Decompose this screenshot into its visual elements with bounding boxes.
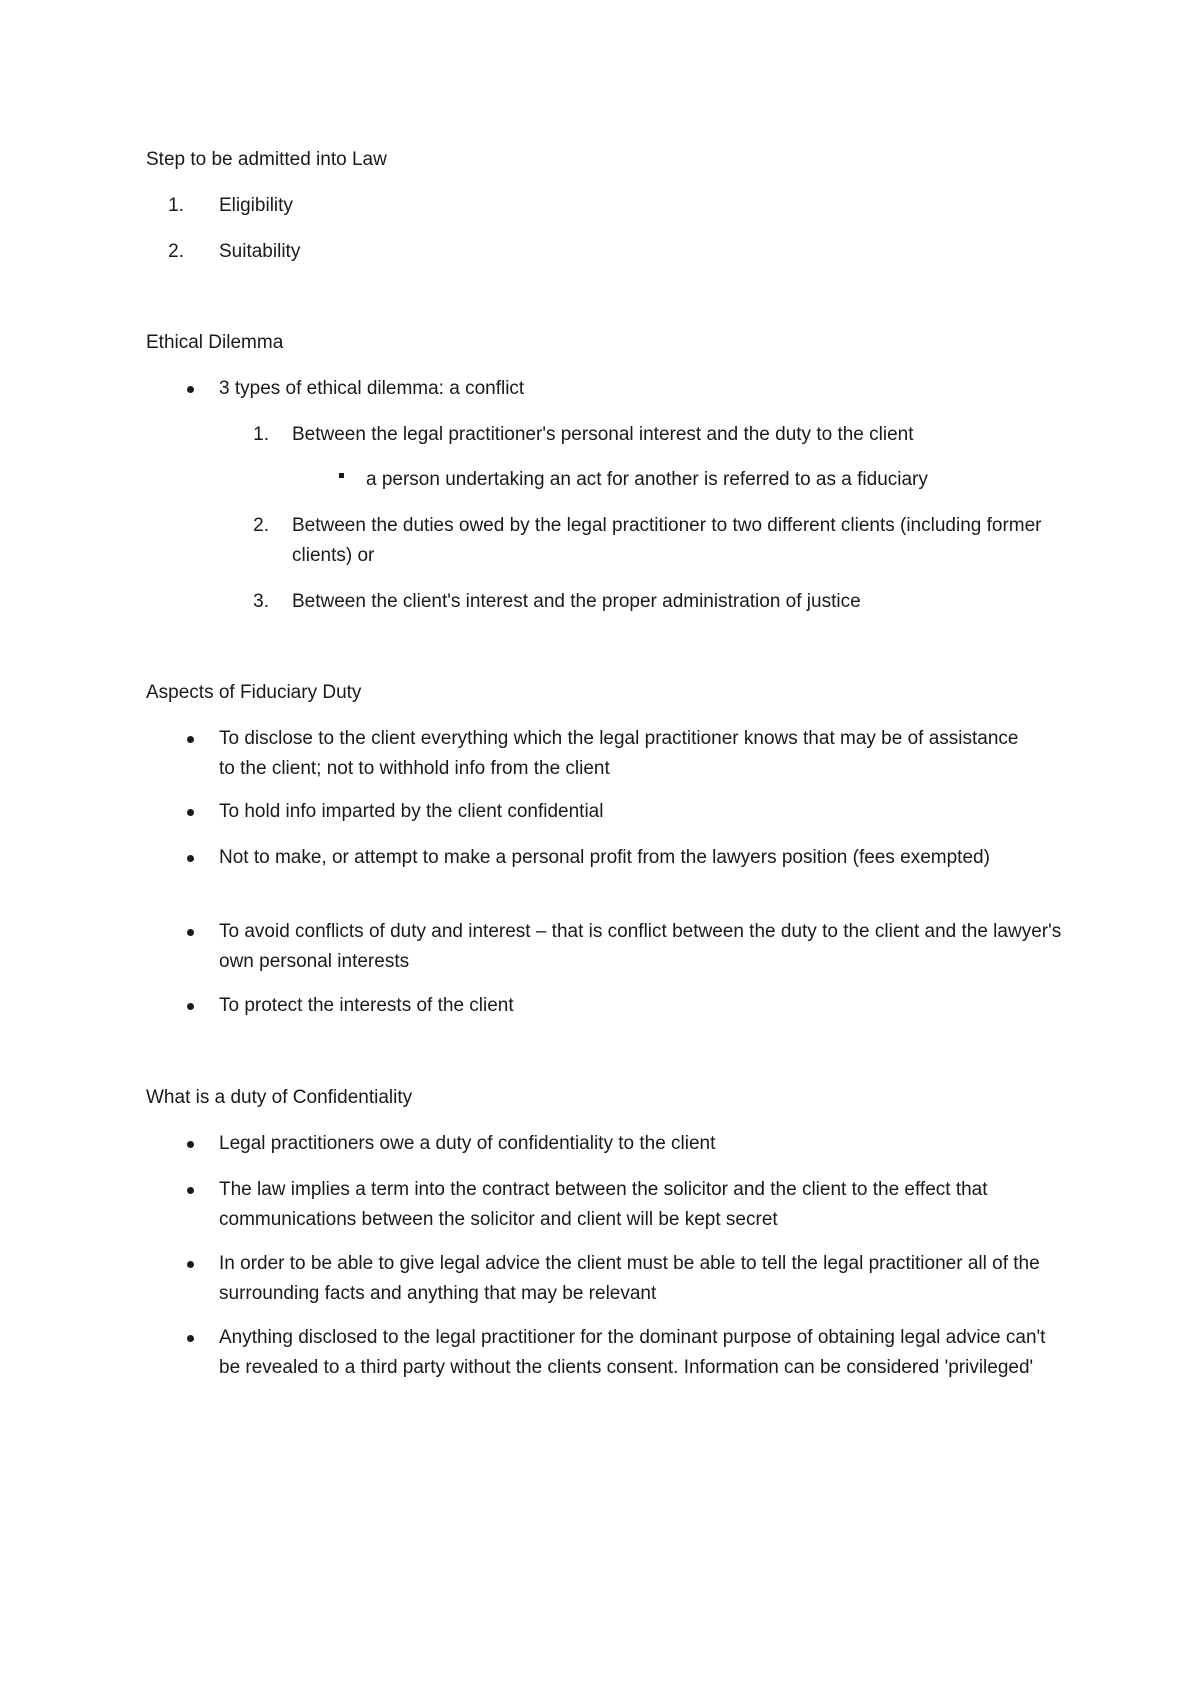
section-heading-confidentiality: What is a duty of Confidentiality [146, 1087, 413, 1108]
bullet-icon [187, 809, 194, 816]
section-heading-ethical: Ethical Dilemma [146, 332, 284, 353]
list-item: To protect the interests of the client [219, 995, 514, 1016]
list-item: The law implies a term into the contract between the solicitor and the client to the effect that communications between the solicitor and client will be kept secret [219, 1179, 988, 1230]
bullet-icon [187, 1261, 194, 1268]
section-heading-fiduciary: Aspects of Fiduciary Duty [146, 682, 362, 703]
bullet-icon [187, 1335, 194, 1342]
bullet-icon [187, 736, 194, 743]
list-item: Legal practitioners owe a duty of confidentiality to the client [219, 1133, 716, 1154]
sub-bullet-icon [339, 473, 344, 478]
list-item: Eligibility [219, 195, 293, 216]
list-item: Between the duties owed by the legal practitioner to two different clients (including former clients) or [292, 515, 1042, 566]
list-item: Not to make, or attempt to make a personal profit from the lawyers position (fees exempted) [219, 847, 990, 868]
bullet-icon [187, 855, 194, 862]
bullet-icon [187, 929, 194, 936]
bullet-icon [187, 1187, 194, 1194]
list-item: 3 types of ethical dilemma: a conflict [219, 378, 525, 399]
bullet-icon [187, 1003, 194, 1010]
list-marker: 1. [168, 195, 184, 216]
list-marker: 2. [168, 241, 184, 262]
section-heading-admission: Step to be admitted into Law [146, 149, 387, 170]
list-item: To disclose to the client everything which the legal practitioner knows that may be of assistance to the client; not to withhold info from the client [219, 728, 1019, 779]
list-item: To hold info imparted by the client confidential [219, 801, 604, 822]
bullet-icon [187, 386, 194, 393]
list-item: To avoid conflicts of duty and interest – that is conflict between the duty to the client and the lawyer's own personal interests [219, 921, 1062, 972]
bullet-icon [187, 1141, 194, 1148]
list-marker: 3. [253, 591, 269, 612]
list-item: Suitability [219, 241, 301, 262]
list-item: a person undertaking an act for another is referred to as a fiduciary [366, 469, 928, 490]
list-item: Between the legal practitioner's personal interest and the duty to the client [292, 424, 914, 445]
list-marker: 1. [253, 424, 269, 445]
list-item: Anything disclosed to the legal practitioner for the dominant purpose of obtaining legal advice can't be revealed to a third party without the clients consent. Information can be considered 'privileged' [219, 1327, 1046, 1378]
list-item: Between the client's interest and the proper administration of justice [292, 591, 861, 612]
list-marker: 2. [253, 515, 269, 536]
list-item: In order to be able to give legal advice the client must be able to tell the legal practitioner all of the surrounding facts and anything that may be relevant [219, 1253, 1040, 1304]
